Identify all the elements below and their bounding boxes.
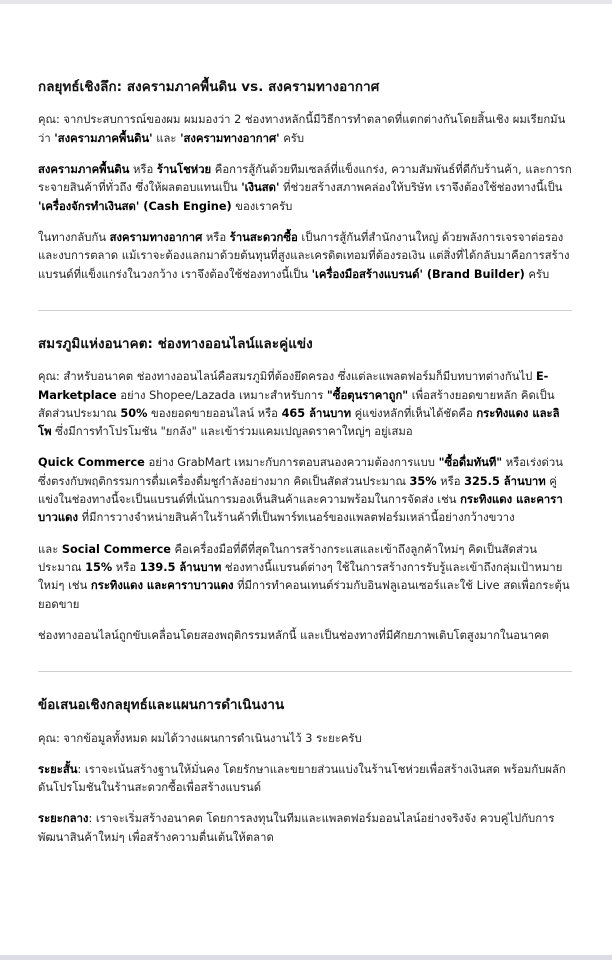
section-heading-proposal: ข้อเสนอเชิงกลยุทธ์และแผนการดำเนินงาน xyxy=(38,698,285,714)
paragraph-short-term: ระยะสั้น: เราจะเน้นสร้างฐานให้มั่นคง โดยรักษาและขยายส่วนแบ่งในร้านโชห่วยเพื่อสร้างเงินสด พร้อมกับผลักดันโปรโมชันในร้านสะดวกซื้อเพื่อสร้างแบรนด์ xyxy=(38,762,566,795)
paragraph-ground-war: สงครามภาคพื้นดิน หรือ ร้านโชห่วย คือการสู้กันด้วยทีมเซลล์ที่แข็งแกร่ง, ความสัมพันธ์ที่ดีกับร้านค้า, และการกระจายสินค้าที่ทั่วถึง ซึ่งให้ผลตอบแทนเป็น 'เงินสด' ที่ช่วยสร้างสภาพคล่องให้บริษัท เราจึงต้องใช้ช่องทางนี้เป็น 'เครื่องจักรทำเงินสด' (Cash Engine) ของเราครับ xyxy=(38,163,572,213)
paragraph-quick-commerce: Quick Commerce อย่าง GrabMart เหมาะกับการตอบสนองความต้องการแบบ "ซื้อดื่มทันที" หรือเร่งด่วน ซึ่งตรงกับพฤติกรรมการดื่มเครื่องดื่มชูกำลังอย่างมาก คิดเป็นสัดส่วนประมาณ 35% หรือ 325.5 ล้านบาท คู่แข่งในช่องทางนี้จะเป็นแบรนด์ที่เน้นการมองเห็นสินค้าและความพร้อมในการจัดส่ง เช่น กระทิงแดง และคาราบาวแดง ที่มีการวางจำหน่ายสินค้าในร้านค้าที่เป็นพาร์ทเนอร์ของแพลตฟอร์มเหล่านี้อย่างกว้างขวาง xyxy=(38,456,563,525)
paragraph-online-summary: ช่องทางออนไลน์ถูกขับเคลื่อนโดยสองพฤติกรรมหลักนี้ และเป็นช่องทางที่มีศักยภาพเติบโตสูงมากในอนาคต xyxy=(38,628,549,642)
paragraph-plan-intro: คุณ: จากข้อมูลทั้งหมด ผมได้วางแผนการดำเนินงานไว้ 3 ระยะครับ xyxy=(38,731,362,745)
paragraph-mid-term: ระยะกลาง: เราจะเริ่มสร้างอนาคต โดยการลงทุนในทีมและแพลตฟอร์มออนไลน์อย่างจริงจัง ควบคู่ไปกับการพัฒนาสินค้าใหม่ๆ เพื่อสร้างความตื่นเต้นให้ตลาด xyxy=(38,812,555,844)
paragraph-emarketplace: คุณ: สำหรับอนาคต ช่องทางออนไลน์คือสมรภูมิที่ต้องยึดครอง ซึ่งแต่ละแพลตฟอร์มก็มีบทบาทต่างกันไป E-Marketplace อย่าง Shopee/Lazada เหมาะสำหรับการ "ซื้อตุนราคาถูก" เพื่อสร้างยอดขายหลัก คิดเป็นสัดส่วนประมาณ 50% ของยอดขายออนไลน์ หรือ 465 ล้านบาท คู่แข่งหลักที่เห็นได้ชัดคือ กระทิงแดง และลิโพ ซึ่งมีการทำโปรโมชัน "ยกลัง" และเข้าร่วมแคมเปญลดราคาใหญ่ๆ อยู่เสมอ xyxy=(38,370,560,439)
paragraph-air-war: ในทางกลับกัน สงครามทางอากาศ หรือ ร้านสะดวกซื้อ เป็นการสู้กันที่สำนักงานใหญ่ ด้วยพลังการเจรจาต่อรองและงบการตลาด แม้เราจะต้องแลกมาด้วยต้นทุนที่สูงและเครดิตเทอมที่ต้องรอเงิน แต่สิ่งที่ได้กลับมาคือการสร้างแบรนด์ที่แข็งแกร่งในวงกว้าง เราจึงต้องใช้ช่องทางนี้เป็น 'เครื่องมือสร้างแบรนด์' (Brand Builder) ครับ xyxy=(38,230,570,281)
section-strategic-proposal xyxy=(38,696,572,847)
bottom-edge-band xyxy=(0,955,612,960)
section-ground-vs-air xyxy=(38,78,572,284)
section-divider-1 xyxy=(38,310,572,311)
paragraph-social-commerce: และ Social Commerce คือเครื่องมือที่ดีที่สุดในการสร้างกระแสและเข้าถึงลูกค้าใหม่ๆ คิดเป็นสัดส่วนประมาณ 15% หรือ 139.5 ล้านบาท ช่องทางนี้แบรนด์ต่างๆ ใช้ในการสร้างการรับรู้และเข้าถึงกลุ่มเป้าหมายใหม่ๆ เช่น กระทิงแดง และคาราบาวแดง ที่มีการทำคอนเทนต์ร่วมกับอินฟลูเอนเซอร์และใช้ Live สดเพื่อกระตุ้นยอดขาย xyxy=(38,542,570,611)
section-heading-online: สมรภูมิแห่งอนาคต: ช่องทางออนไลน์และคู่แข่ง xyxy=(38,336,313,352)
page-title: กลยุทธ์เชิงลึก: สงครามภาคพื้นดิน vs. สงครามทางอากาศ xyxy=(38,80,380,95)
paragraph-intro: คุณ: จากประสบการณ์ของผม ผมมองว่า 2 ช่องทางหลักนี้มีวิธีการทำตลาดที่แตกต่างกันโดยสิ้นเชิง ผมเรียกมันว่า 'สงครามภาคพื้นดิน' และ 'สงครามทางอากาศ' ครับ xyxy=(38,113,566,145)
section-divider-2 xyxy=(38,671,572,672)
section-online-battlefield xyxy=(38,335,572,645)
